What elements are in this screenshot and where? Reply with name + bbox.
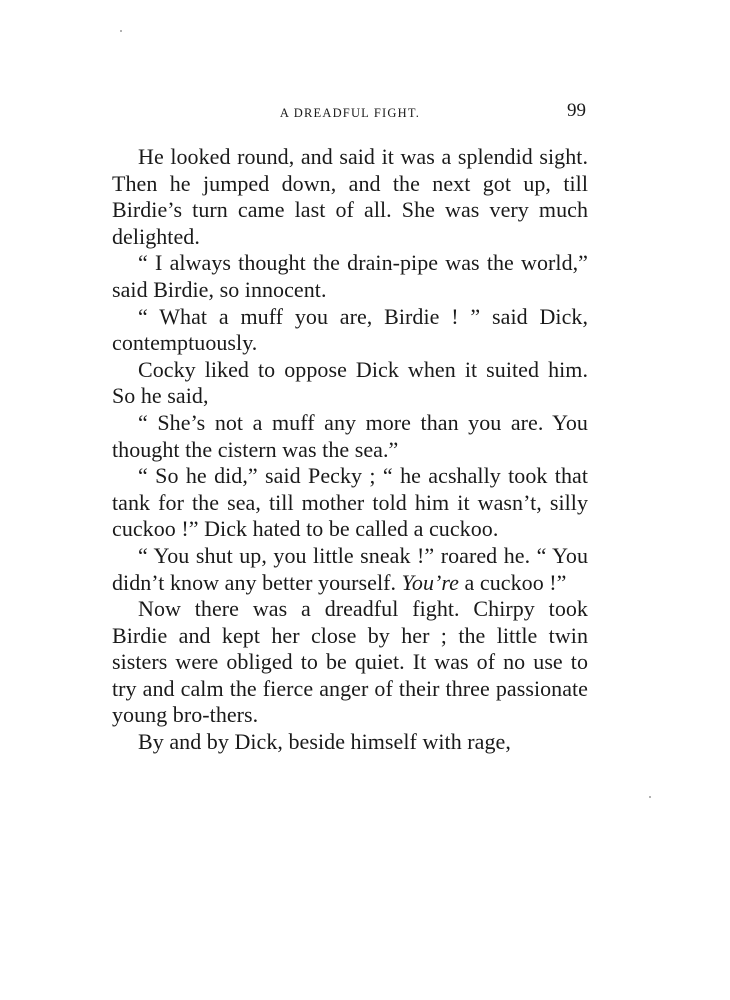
paragraph xyxy=(112,304,588,357)
paragraph-text: “ What a muff you are, Birdie ! ” said Dick, contemptuously. xyxy=(112,303,588,356)
paper-speck xyxy=(120,30,122,32)
paragraph xyxy=(112,250,588,303)
paragraph-text: “ She’s not a muff any more than you are. You thought the cistern was the sea.” xyxy=(112,409,588,462)
body-text xyxy=(112,144,588,756)
paper-speck xyxy=(649,796,651,798)
chapter-title: A DREADFUL FIGHT. xyxy=(279,106,421,120)
paragraph-text: “ So he did,” said Pecky ; “ he acshally took that tank for the sea, till mother told him it wasn’t, silly cuckoo !” Dick hated to be called a cuckoo. xyxy=(112,463,588,542)
paragraph-text: a cuckoo !” xyxy=(459,569,567,595)
paragraph xyxy=(112,410,588,463)
paragraph xyxy=(112,144,588,250)
paragraph-text: By and by Dick, beside himself with rage, xyxy=(138,729,511,755)
paragraph xyxy=(112,463,588,543)
paragraph xyxy=(112,357,588,410)
paragraph-text: “ I always thought the drain-pipe was the world,” said Birdie, so innocent. xyxy=(112,250,588,302)
paragraph xyxy=(112,596,588,729)
paragraph-text: Now there was a dreadful fight. Chirpy took Birdie and kept her close by her ; the little twin sisters were obliged to be quiet. It was of no use to try and calm the fierce anger of their three passionate young bro-thers. xyxy=(112,596,588,728)
page-number: 99 xyxy=(567,100,586,121)
book-page xyxy=(112,96,588,756)
paragraph-text: “ You shut up, you little sneak !” roared he. “ You didn’t know any better yourself. xyxy=(112,542,588,595)
running-head xyxy=(112,96,588,126)
paragraph-text: He looked round, and said it was a splendid sight. Then he jumped down, and the next got up, till Birdie’s turn came last of all. She was very much delighted. xyxy=(112,144,588,249)
paragraph-text: Cocky liked to oppose Dick when it suited him. So he said, xyxy=(112,356,588,409)
paragraph xyxy=(112,729,588,756)
paragraph xyxy=(112,543,588,596)
italic-text: You’re xyxy=(401,569,459,595)
